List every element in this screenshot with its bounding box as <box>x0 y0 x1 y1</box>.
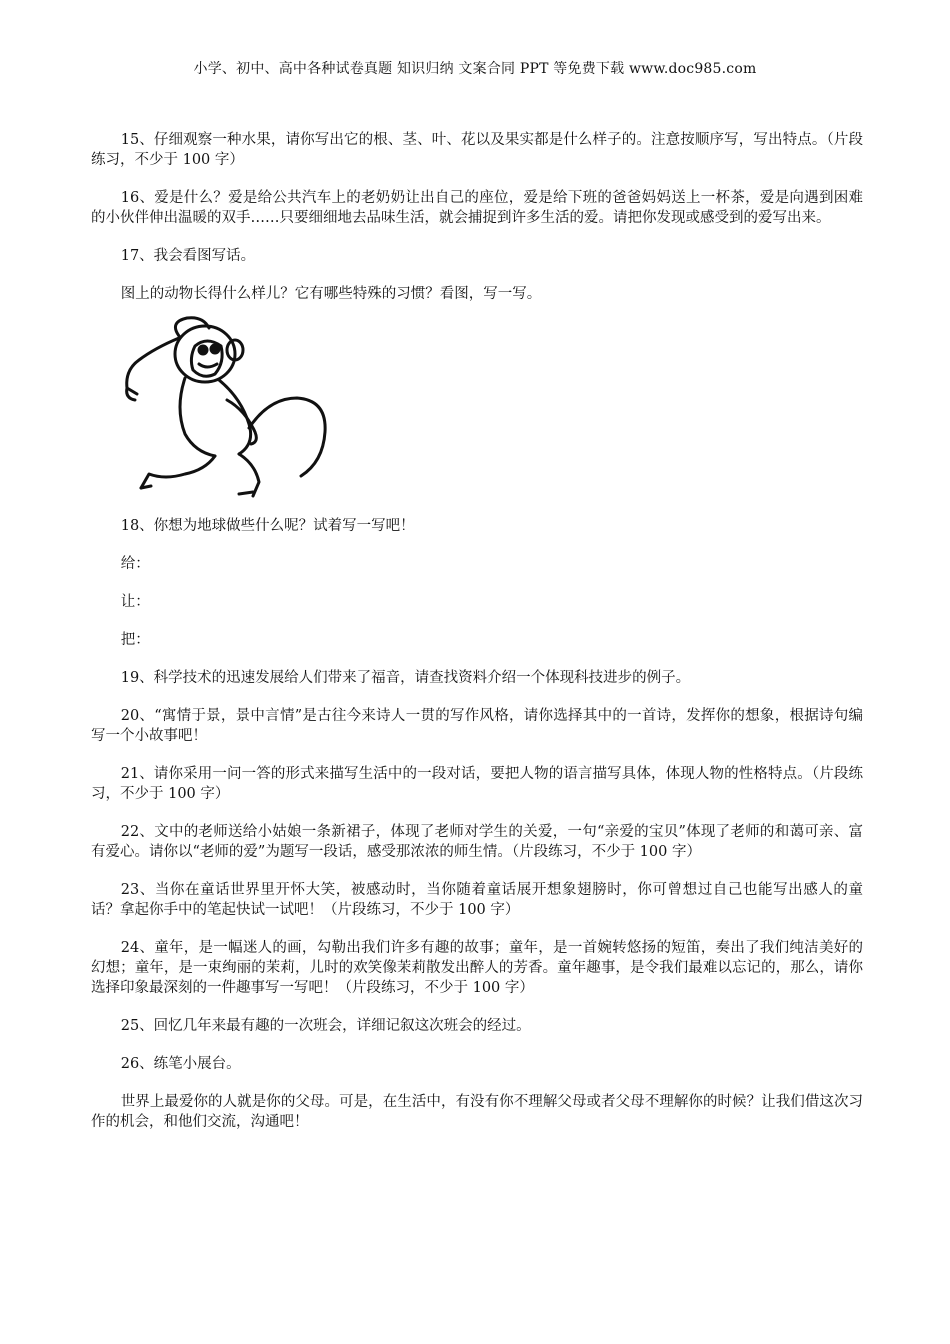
question-26-prompt: 世界上最爱你的人就是你的父母。可是，在生活中，有没有你不理解父母或者父母不理解你的时候？让我们借这次习作的机会，和他们交流，沟通吧！ <box>91 1094 863 1130</box>
question-19: 19、科学技术的迅速发展给人们带来了福音，请查找资料介绍一个体现科技进步的例子。 <box>120 670 691 686</box>
question-16: 16、爱是什么？爱是给公共汽车上的老奶奶让出自己的座位，爱是给下班的爸爸妈妈送上一杯茶，爱是向遇到困难的小伙伴伸出温暖的双手……只要细细地去品味生活，就会捕捉到许多生活的爱。请把你发现或感受到的爱写出来。 <box>91 190 863 226</box>
question-21: 21、请你采用一问一答的形式来描写生活中的一段对话，要把人物的语言描写具体，体现人物的性格特点。（片段练习，不少于 100 字） <box>91 766 863 802</box>
document-body <box>91 130 863 1150</box>
question-25: 25、回忆几年来最有趣的一次班会，详细记叙这次班会的经过。 <box>120 1018 531 1034</box>
question-23: 23、当你在童话世界里开怀大笑，被感动时，当你随着童话展开想象翅膀时，你可曾想过自己也能写出感人的童话？拿起你手中的笔起快试一试吧！（片段练习，不少于 100 字） <box>91 882 863 918</box>
monkey-drawing-icon <box>123 316 329 498</box>
answer-line-let: 让： <box>120 594 150 610</box>
question-18: 18、你想为地球做些什么呢？试着写一写吧！ <box>120 518 415 534</box>
page-header: 小学、初中、高中各种试卷真题 知识归纳 文案合同 PPT 等免费下载 www.doc985.com <box>193 61 757 77</box>
question-17-prompt: 图上的动物长得什么样儿？它有哪些特殊的习惯？看图，写一写。 <box>120 286 542 302</box>
question-26: 26、练笔小展台。 <box>120 1056 241 1072</box>
question-20: 20、“寓情于景，景中言情”是古往今来诗人一贯的写作风格，请你选择其中的一首诗，发挥你的想象，根据诗句编写一个小故事吧！ <box>91 708 863 744</box>
question-17: 17、我会看图写话。 <box>120 248 256 264</box>
question-24: 24、童年，是一幅迷人的画，勾勒出我们许多有趣的故事；童年，是一首婉转悠扬的短笛，奏出了我们纯洁美好的幻想；童年，是一束绚丽的茉莉，儿时的欢笑像茉莉散发出醉人的芳香。童年趣事，是令我们最难以忘记的，那么，请你选择印象最深刻的一件趣事写一写吧！（片段练习，不少于 100 字） <box>91 940 863 996</box>
monkey-illustration <box>123 316 329 498</box>
answer-line-ba: 把： <box>120 632 150 648</box>
answer-line-give: 给： <box>120 556 150 572</box>
question-22: 22、文中的老师送给小姑娘一条新裙子，体现了老师对学生的关爱，一句“亲爱的宝贝”体现了老师的和蔼可亲、富有爱心。请你以“老师的爱”为题写一段话，感受那浓浓的师生情。（片段练习，不少于 100 字） <box>91 824 863 860</box>
question-15: 15、仔细观察一种水果，请你写出它的根、茎、叶、花以及果实都是什么样子的。注意按顺序写，写出特点。（片段练习，不少于 100 字） <box>91 132 863 168</box>
